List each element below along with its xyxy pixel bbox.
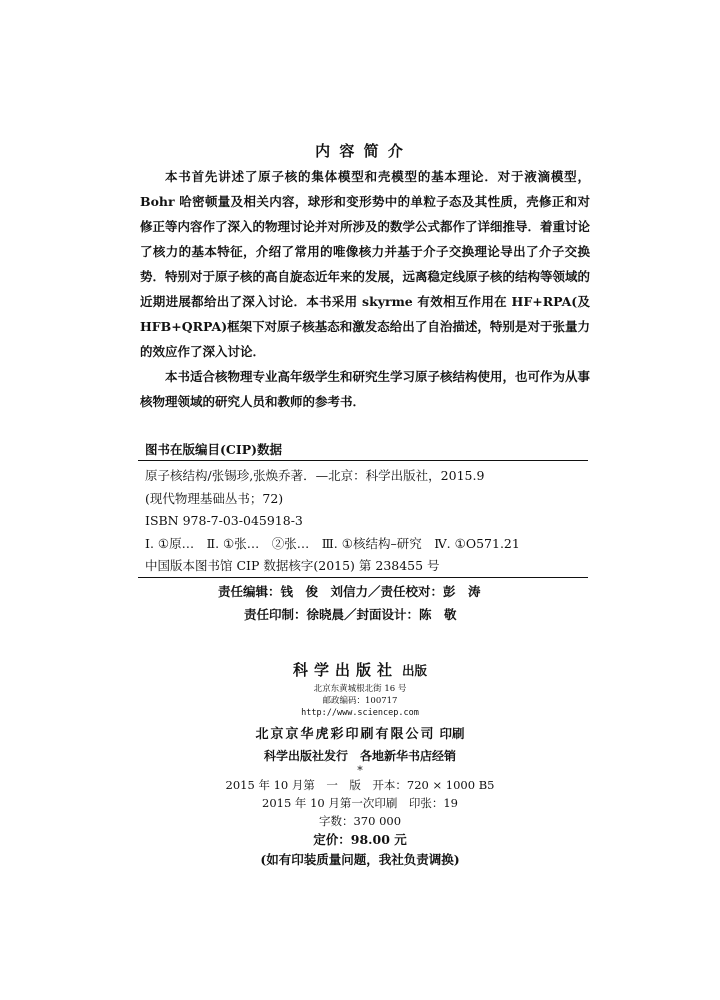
publisher-role: 出版 [402, 663, 428, 678]
cip-bottom-rule [138, 577, 588, 578]
editor-credit: 责任编辑：钱 俊 刘信力／责任校对：彭 涛 [218, 584, 481, 599]
intro-paragraph-1: 本书首先讲述了原子核的集体模型和壳模型的基本理论．对于液滴模型，Bohr 哈密顿量及相关内容，球形和变形势中的单粒子态及其性质，壳修正和对修正等内容作了深入的物理讨论并对所涉及的数学公式都作了详细推导．着重讨论了核力的基本特征，介绍了常用的唯像核力并基于介子交换理论导出了介子交换势．特别对于原子核的高自旋态近年来的发展，远离稳定线原子核的结构等领域的近期进展都给出了深入讨论．本书采用 skyrme 有效相互作用在 HF+RPA(及 HFB+QRPA)框架下对原子核基态和激发态给出了自治描述，特别是对于张量力的效应作了深入讨论． [140, 169, 591, 359]
intro-body [140, 164, 590, 414]
intro-title: 内 容 简 介 [315, 142, 405, 160]
quality-notice: (如有印装质量问题，我社负责调换) [260, 852, 460, 867]
edition-line: 2015 年 10 月第 一 版 开本：720 × 1000 B5 [225, 778, 495, 792]
cip-line: 中国版本图书馆 CIP 数据核字(2015) 第 238455 号 [145, 558, 440, 573]
printing-line: 2015 年 10 月第一次印刷 印张：19 [262, 796, 458, 810]
printer-role: 印刷 [439, 726, 465, 741]
price: 定价：98.00 元 [313, 832, 407, 847]
printer-name: 北京京华虎彩印刷有限公司 [255, 727, 436, 742]
cip-line: 原子核结构/张锡珍,张焕乔著．—北京：科学出版社，2015.9 [145, 468, 485, 483]
separator-star: * [357, 764, 363, 777]
cip-top-rule [138, 460, 588, 461]
publisher-postcode: 邮政编码：100717 [322, 696, 398, 706]
cip-title: 图书在版编目(CIP)数据 [145, 442, 283, 457]
cip-line: (现代物理基础丛书；72) [145, 490, 284, 506]
publisher-address: 北京东黄城根北街 16 号 [313, 684, 407, 694]
intro-paragraph-2: 本书适合核物理专业高年级学生和研究生学习原子核结构使用，也可作为从事核物理领域的研究人员和教师的参考书． [140, 369, 591, 409]
publisher-block [0, 658, 720, 870]
cip-line: Ⅰ. ①原… Ⅱ. ①张… ②张… Ⅲ. ①核结构–研究 Ⅳ. ①O571.21 [145, 535, 520, 551]
staff-credits [0, 580, 720, 626]
production-credit: 责任印制：徐晓晨／封面设计：陈 敬 [244, 607, 457, 622]
distribution-line: 科学出版社发行 各地新华书店经销 [263, 749, 456, 763]
publisher-name: 科学出版社 [292, 661, 398, 679]
cip-line: ISBN 978-7-03-045918-3 [145, 513, 303, 528]
publisher-url: http://www.sciencep.com [301, 708, 419, 718]
cip-record [145, 465, 585, 578]
word-count: 字数：370 000 [318, 814, 402, 828]
